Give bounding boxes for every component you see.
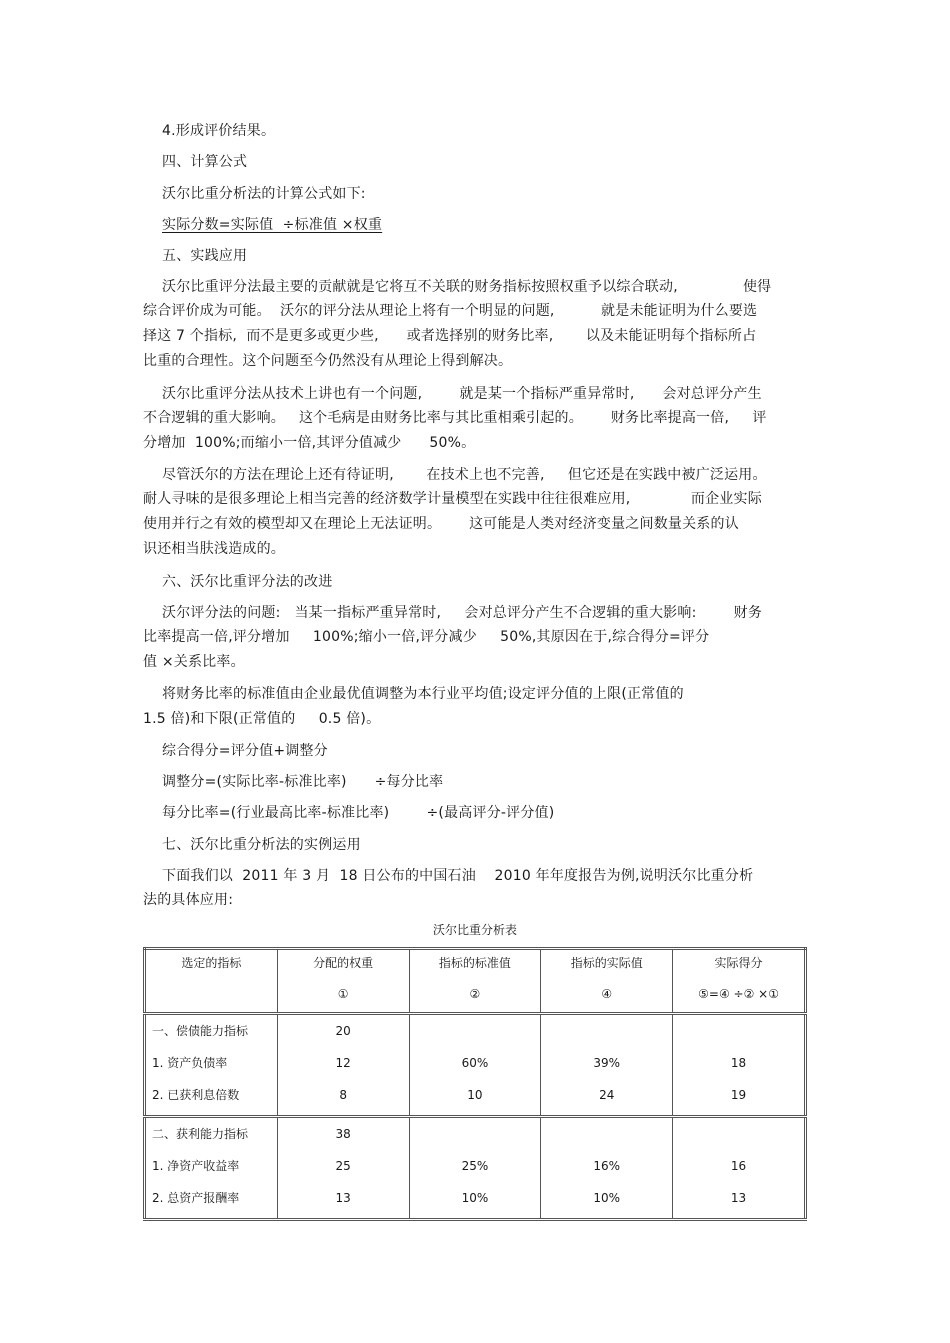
weight-value: 8 [339, 1088, 347, 1102]
formula-adjustment: 调整分=(实际比率-标准比率) ÷每分比率 [162, 774, 444, 790]
formula-total-score: 综合得分=评分值+调整分 [162, 743, 328, 759]
standard-value [410, 1017, 541, 1049]
header-sub: ⑤=④ ÷② ×① [698, 987, 779, 1001]
para-1-line: 沃尔比重评分法最主要的贡献就是它将互不关联的财务指标按照权重予以综合联动, 使得 [162, 279, 772, 295]
weight-value: 38 [335, 1127, 351, 1141]
indicator-name: 2. 已获利息倍数 [152, 1088, 240, 1102]
section-6-heading: 六、沃尔比重评分法的改进 [162, 574, 333, 590]
header-label: 分配的权重 [313, 956, 374, 970]
weight-value: 20 [335, 1024, 351, 1038]
header-sub: ② [469, 987, 481, 1001]
header-sub [146, 981, 277, 1012]
section-7-heading: 七、沃尔比重分析法的实例运用 [162, 837, 361, 853]
header-label: 指标的实际值 [570, 956, 643, 970]
para-1-line: 比重的合理性。这个问题至今仍然没有从理论上得到解决。 [143, 353, 513, 369]
header-sub: ④ [601, 987, 613, 1001]
header-cell [409, 949, 541, 1014]
standard-cell [409, 1117, 541, 1220]
para-3-line: 使用并行之有效的模型却又在理论上无法证明。 这可能是人类对经济变量之间数量关系的认 [143, 516, 739, 532]
indicator-cell [145, 1117, 278, 1220]
para-2-line: 不合逻辑的重大影响。 这个毛病是由财务比率与其比重相乘引起的。 财务比率提高一倍, 评 [143, 410, 767, 426]
header-label: 选定的指标 [181, 956, 242, 970]
score-value [673, 1017, 804, 1049]
indicator-name: 一、偿债能力指标 [152, 1024, 249, 1038]
indicator-name: 二、获利能力指标 [152, 1127, 249, 1141]
para-2-line: 沃尔比重评分法从技术上讲也有一个问题, 就是某一个指标严重异常时, 会对总评分产生 [162, 386, 762, 402]
header-cell [277, 949, 409, 1014]
score-value: 19 [730, 1088, 747, 1102]
formula-intro: 沃尔比重分析法的计算公式如下: [162, 186, 366, 202]
header-sub: ① [337, 987, 349, 1001]
formula-per-point-ratio: 每分比率=(行业最高比率-标准比率) ÷(最高评分-评分值) [162, 805, 555, 821]
actual-value: 39% [593, 1056, 621, 1070]
score-value [673, 1120, 804, 1152]
header-label: 实际得分 [714, 956, 763, 970]
header-label: 指标的标准值 [438, 956, 511, 970]
para-1-line: 综合评价成为可能。 沃尔的评分法从理论上将有一个明显的问题, 就是未能证明为什么要选 [143, 303, 758, 319]
standard-value [410, 1120, 541, 1152]
standard-cell [409, 1014, 541, 1117]
para-2-line: 分增加 100%;而缩小一倍,其评分值减少 50%。 [143, 435, 476, 451]
header-cell [145, 949, 278, 1014]
table-group-profitability [145, 1117, 806, 1220]
table-header-row [145, 949, 806, 1014]
weight-cell [277, 1117, 409, 1220]
actual-value [541, 1120, 672, 1152]
para-5-line: 1.5 倍)和下限(正常值的 0.5 倍)。 [143, 711, 381, 727]
score-value: 13 [730, 1191, 747, 1205]
standard-value: 10 [467, 1088, 483, 1102]
para-1-line: 择这 7 个指标, 而不是更多或更少些, 或者选择别的财务比率, 以及未能证明每个指标所占 [143, 328, 757, 344]
table-group-solvency [145, 1014, 806, 1117]
score-cell [673, 1014, 806, 1117]
weight-cell [277, 1014, 409, 1117]
weight-value: 13 [335, 1191, 351, 1205]
standard-value: 10% [461, 1191, 489, 1205]
actual-cell [541, 1014, 673, 1117]
standard-value: 25% [461, 1159, 489, 1173]
para-3-line: 识还相当肤浅造成的。 [143, 541, 285, 557]
indicator-name: 1. 净资产收益率 [152, 1159, 240, 1173]
para-5-line: 将财务比率的标准值由企业最优值调整为本行业平均值;设定评分值的上限(正常值的 [162, 686, 684, 702]
actual-value: 16% [593, 1159, 621, 1173]
para-4-line: 比率提高一倍,评分增加 100%;缩小一倍,评分减少 50%,其原因在于,综合得分=评分 [143, 629, 710, 645]
para-6-line: 法的具体应用: [143, 892, 234, 908]
para-4-line: 沃尔评分法的问题: 当某一指标严重异常时, 会对总评分产生不合逻辑的重大影响: 财务 [162, 605, 763, 621]
actual-value [541, 1017, 672, 1049]
para-6-line: 下面我们以 2011 年 3 月 18 日公布的中国石油 2010 年年度报告为例,说明沃尔比重分析 [162, 868, 754, 884]
actual-cell [541, 1117, 673, 1220]
standard-value: 60% [461, 1056, 489, 1070]
indicator-name: 1. 资产负债率 [152, 1056, 228, 1070]
section-4-heading: 四、计算公式 [162, 154, 248, 170]
actual-value: 24 [599, 1088, 615, 1102]
step-4-text: 4.形成评价结果。 [162, 123, 276, 139]
header-cell [673, 949, 806, 1014]
para-4-line: 值 ×关系比率。 [143, 654, 245, 670]
actual-value: 10% [593, 1191, 621, 1205]
para-3-line: 尽管沃尔的方法在理论上还有待证明, 在技术上也不完善, 但它还是在实践中被广泛运用。 [162, 467, 767, 483]
wall-analysis-table [143, 947, 807, 1221]
table-caption: 沃尔比重分析表 [432, 923, 517, 937]
indicator-name: 2. 总资产报酬率 [152, 1191, 240, 1205]
header-cell [541, 949, 673, 1014]
score-value: 18 [730, 1056, 747, 1070]
formula: 实际分数=实际值 ÷标准值 ×权重 [162, 217, 383, 233]
score-cell [673, 1117, 806, 1220]
section-5-heading: 五、实践应用 [162, 248, 248, 264]
indicator-cell [145, 1014, 278, 1117]
para-3-line: 耐人寻味的是很多理论上相当完善的经济数学计量模型在实践中往往很难应用, 而企业实际 [143, 491, 762, 507]
weight-value: 25 [335, 1159, 351, 1173]
score-value: 16 [730, 1159, 747, 1173]
weight-value: 12 [335, 1056, 351, 1070]
